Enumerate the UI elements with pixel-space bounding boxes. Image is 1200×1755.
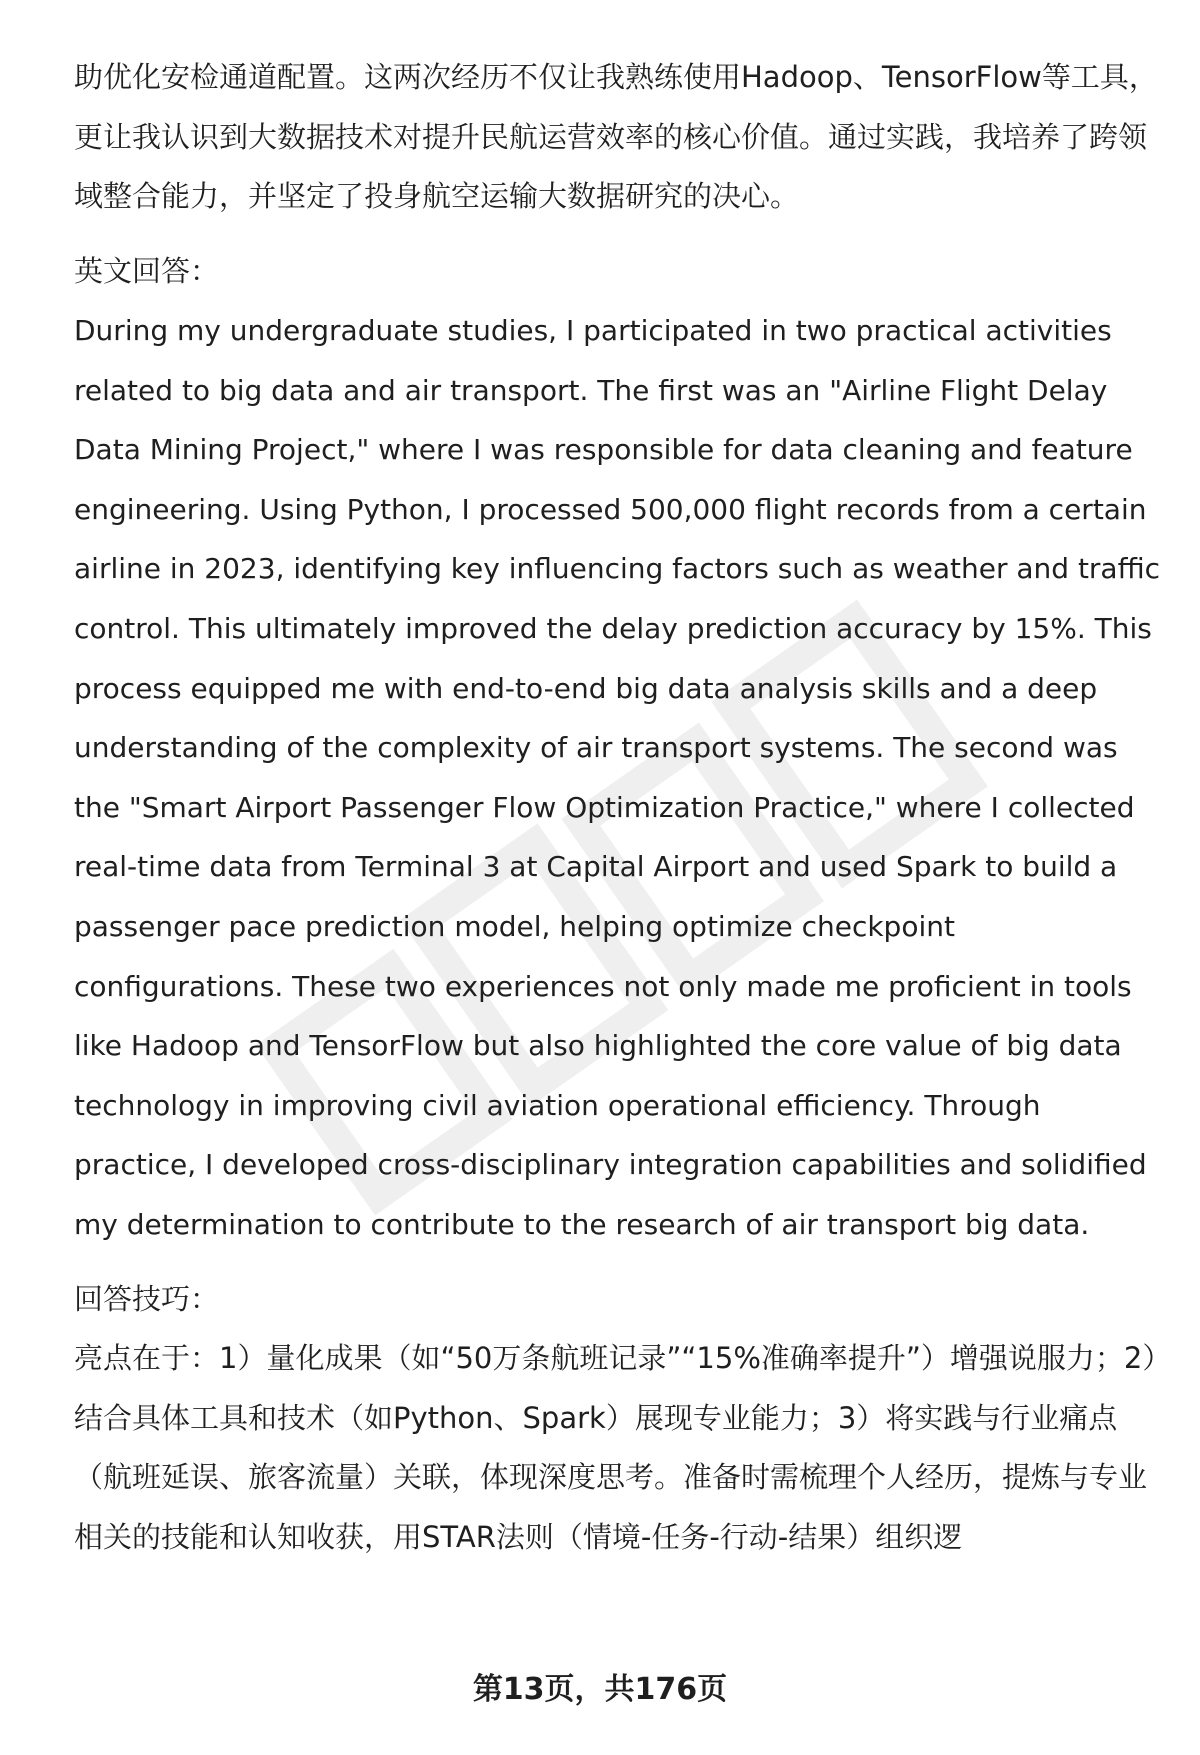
- continuation-paragraph: 助优化安检通道配置。这两次经历不仅让我熟练使用Hadoop、TensorFlow等工具，更让我认识到大数据技术对提升民航运营效率的核心价值。通过实践，我培养了跨领域整合能力，并坚定了投身航空运输大数据研究的决心。: [74, 60, 1158, 213]
- tips-paragraph: 亮点在于：1）量化成果（如“50万条航班记录”“15%准确率提升”）增强说服力；2）结合具体工具和技术（如Python、Spark）展现专业能力；3）将实践与行业痛点（航班延误、旅客流量）关联，体现深度思考。准备时需梳理个人经历，提炼与专业相关的技能和认知收获，用STAR法则（情境-任务-行动-结果）组织逻: [74, 1341, 1157, 1554]
- english-answer-paragraph: During my undergraduate studies, I participated in two practical activities related to big data and air transport. The first was an "Airline Flight Delay Data Mining Project," where I was responsible for data cleaning and feature engineering. Using Python, I processed 500,000 flight records from a certain airline in 2023, identifying key influencing factors such as weather and traffic control. This ultimately improved the delay prediction accuracy by 15%. This process equipped me with end-to-end big data analysis skills and a deep understanding of the complexity of air transport systems. The second was the "Smart Airport Passenger Flow Optimization Practice," where I collected real-time data from Terminal 3 at Capital Airport and used Spark to build a passenger pace prediction model, helping optimize checkpoint configurations. These two experiences not only made me proficient in tools like Hadoop and TensorFlow but also highlighted the core value of big data technology in improving civil aviation operational efficiency. Through practice, I developed cross-disciplinary integration capabilities and solidified my determination to contribute to the research of air transport big data.: [74, 314, 1161, 1241]
- page-indicator: 第13页，共176页: [472, 1672, 728, 1707]
- document-body: [74, 48, 1164, 1567]
- tips-label: 回答技巧：: [74, 1281, 220, 1316]
- english-answer-label: 英文回答：: [74, 253, 220, 288]
